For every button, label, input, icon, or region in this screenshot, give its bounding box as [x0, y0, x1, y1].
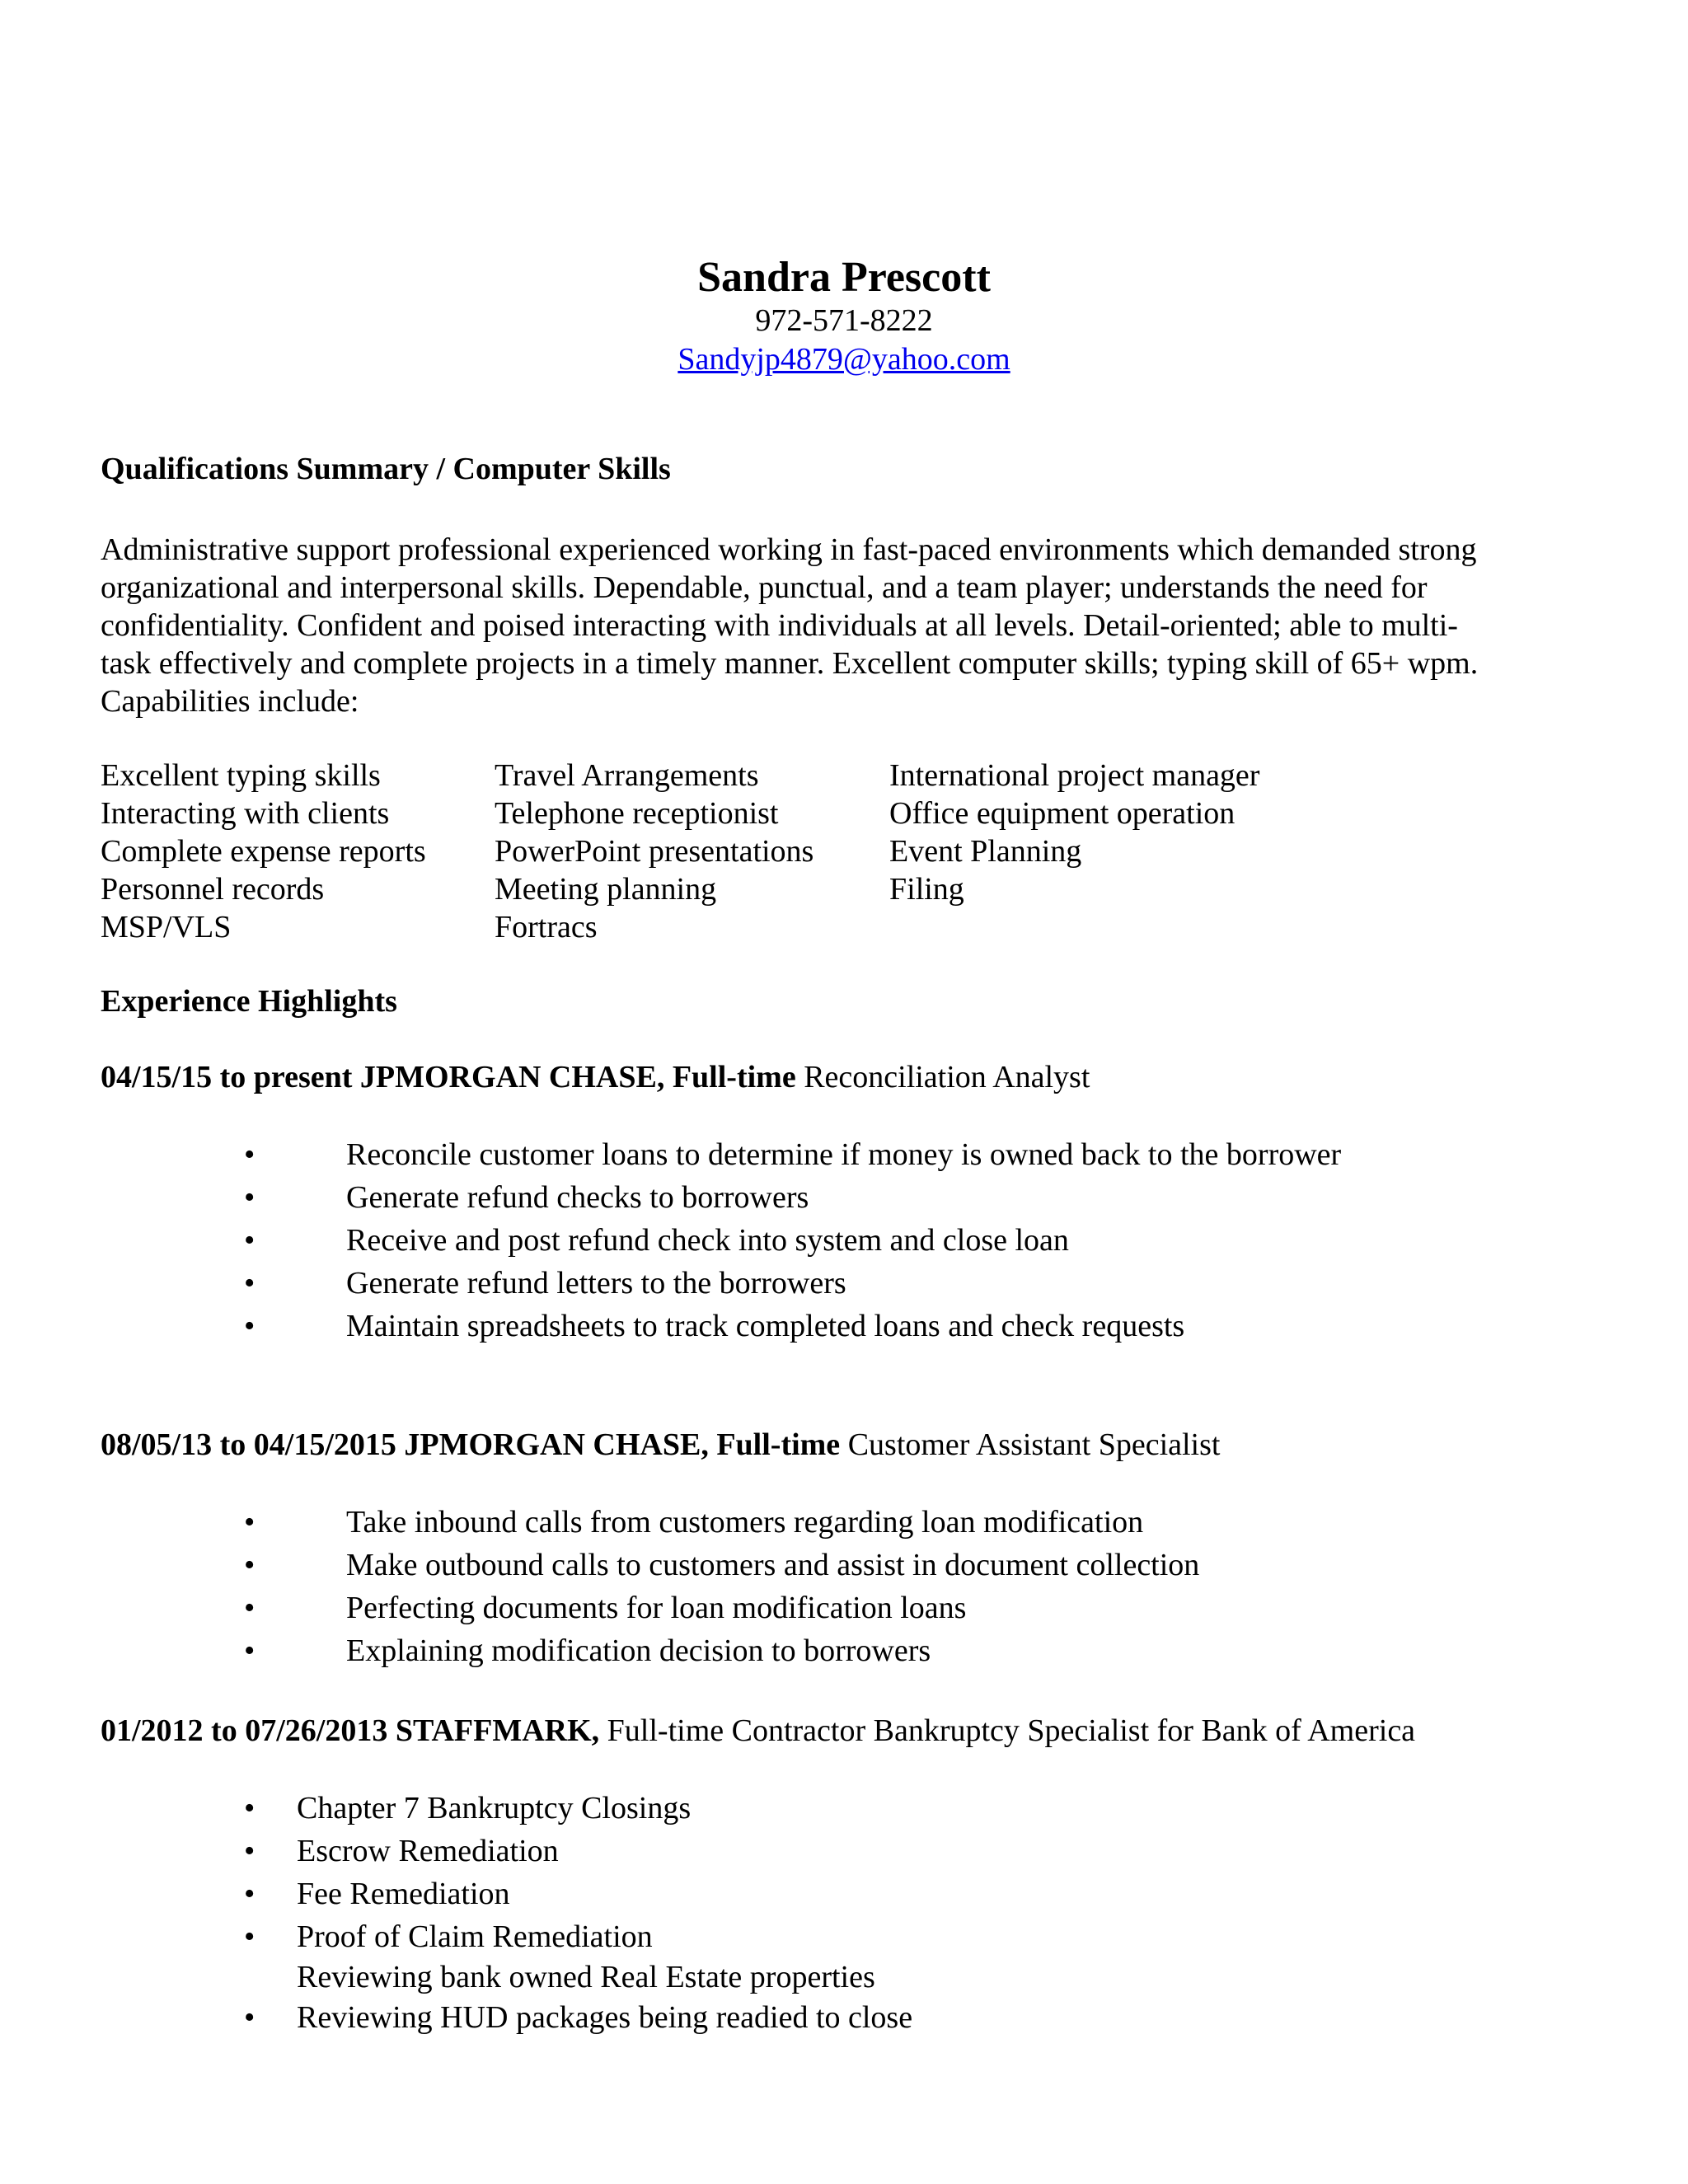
bullet-icon: •	[244, 1591, 256, 1625]
bullet-icon: •	[244, 1877, 256, 1911]
email-link[interactable]: Sandyjp4879@yahoo.com	[678, 342, 1010, 377]
skill-item: Complete expense reports	[101, 834, 426, 869]
bullet-icon: •	[244, 1633, 256, 1668]
job-dates-company: 08/05/13 to 04/15/2015 JPMORGAN CHASE, Full-time	[101, 1427, 841, 1462]
job-bullet: Reviewing bank owned Real Estate properties	[297, 1960, 875, 1994]
skill-item: Office equipment operation	[889, 796, 1236, 831]
bullet-icon: •	[244, 1137, 256, 1172]
job-header	[101, 1426, 1220, 1464]
job-bullet: Fee Remediation	[297, 1877, 510, 1911]
bullet-icon: •	[244, 1180, 256, 1215]
job-bullet: Receive and post refund check into system and close loan	[346, 1223, 1069, 1258]
summary-line: confidentiality. Confident and poised interacting with individuals at all levels. Detail-oriented; able to multi-	[101, 608, 1458, 643]
summary-line: organizational and interpersonal skills. Dependable, punctual, and a team player; understands the need for	[101, 570, 1428, 605]
candidate-name: Sandra Prescott	[697, 254, 991, 301]
bullet-icon: •	[244, 1548, 256, 1582]
bullet-icon: •	[244, 2000, 256, 2035]
skill-item: Filing	[889, 872, 964, 907]
job-bullet: Reconcile customer loans to determine if money is owned back to the borrower	[346, 1137, 1342, 1172]
job-bullet: Maintain spreadsheets to track completed loans and check requests	[346, 1309, 1185, 1343]
job-bullet: Chapter 7 Bankruptcy Closings	[297, 1791, 692, 1825]
phone-number: 972-571-8222	[755, 303, 933, 338]
bullet-icon: •	[244, 1309, 256, 1343]
job-bullet: Generate refund letters to the borrowers	[346, 1266, 846, 1301]
job-bullet: Take inbound calls from customers regarding loan modification	[346, 1505, 1144, 1540]
job-bullet: Explaining modification decision to borrowers	[346, 1633, 931, 1668]
skill-item: Event Planning	[889, 834, 1082, 869]
job-header	[101, 1058, 1090, 1096]
skill-item: Personnel records	[101, 872, 325, 907]
job-dates-company: 04/15/15 to present JPMORGAN CHASE, Full-time	[101, 1060, 796, 1094]
job-title: Customer Assistant Specialist	[840, 1427, 1221, 1462]
job-header	[101, 1712, 1415, 1750]
qualifications-summary	[101, 531, 1584, 720]
skill-item: Telephone receptionist	[495, 796, 779, 831]
skill-item: Interacting with clients	[101, 796, 390, 831]
summary-line: Capabilities include:	[101, 684, 359, 719]
skill-item: Excellent typing skills	[101, 758, 381, 793]
skill-item: Fortracs	[495, 910, 598, 944]
bullet-icon: •	[244, 1919, 256, 1954]
bullet-icon: •	[244, 1834, 256, 1868]
job-bullet: Make outbound calls to customers and assist in document collection	[346, 1548, 1200, 1582]
bullet-icon: •	[244, 1223, 256, 1258]
skill-item: International project manager	[889, 758, 1260, 793]
job-bullet: Proof of Claim Remediation	[297, 1919, 653, 1954]
bullet-icon: •	[244, 1791, 256, 1825]
job-bullet: Perfecting documents for loan modification loans	[346, 1591, 967, 1625]
job-bullet: Generate refund checks to borrowers	[346, 1180, 809, 1215]
job-dates-company: 01/2012 to 07/26/2013 STAFFMARK,	[101, 1713, 600, 1748]
bullet-icon: •	[244, 1266, 256, 1301]
job-bullet: Reviewing HUD packages being readied to close	[297, 2000, 913, 2035]
bullet-icon: •	[244, 1505, 256, 1540]
skill-item: Meeting planning	[495, 872, 717, 907]
skill-item: Travel Arrangements	[495, 758, 759, 793]
job-title: Reconciliation Analyst	[795, 1060, 1090, 1094]
summary-line: task effectively and complete projects in a timely manner. Excellent computer skills; typing skill of 65+ wpm.	[101, 646, 1479, 681]
qualifications-heading: Qualifications Summary / Computer Skills	[101, 452, 671, 486]
job-title: Full-time Contractor Bankruptcy Specialist for Bank of America	[599, 1713, 1416, 1748]
skill-item: MSP/VLS	[101, 910, 232, 944]
summary-line: Administrative support professional experienced working in fast-paced environments which demanded strong	[101, 532, 1477, 567]
skill-item: PowerPoint presentations	[495, 834, 814, 869]
job-bullet: Escrow Remediation	[297, 1834, 559, 1868]
experience-heading: Experience Highlights	[101, 984, 397, 1019]
email-line	[0, 340, 1688, 378]
